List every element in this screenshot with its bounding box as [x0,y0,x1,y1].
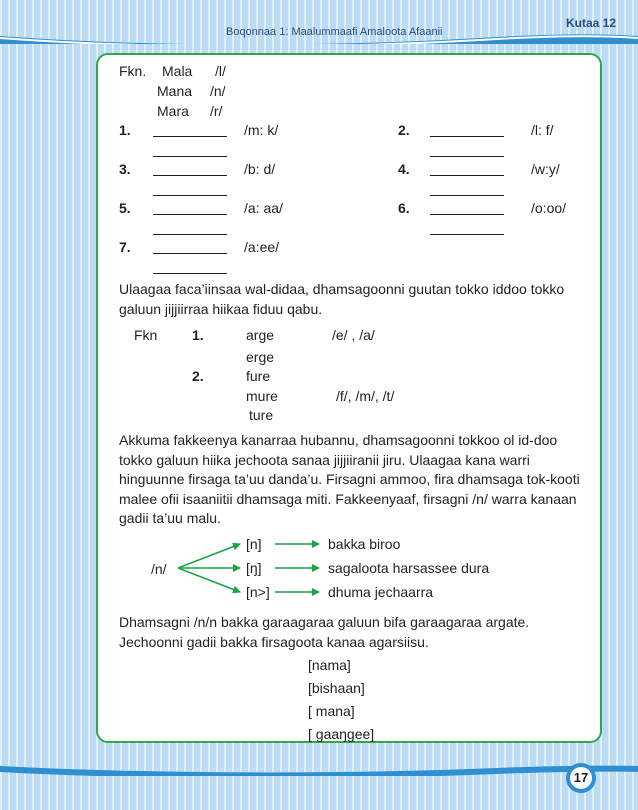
diagram-source: /n/ [151,561,167,577]
branch-arrow [178,568,240,592]
paragraph: Ulaagaa faca’iinsaa wal-didaa, dhamsagoonni guutan tokko iddoo tokko galuun jijjiirraa hiikaa fiduu qabu. [119,281,565,317]
page-number: 17 [566,763,596,793]
example-word-list-item: [bishaan] [308,680,365,696]
exercise-number: 1. [119,122,131,138]
example-sound: /n/ [210,83,226,99]
exercise-pair: /m: k/ [244,122,279,138]
answer-blank[interactable] [153,195,227,196]
example-sound: /l/ [215,63,226,79]
example-word-list-item: [nama] [308,657,351,673]
allophone-symbol: [n] [246,536,262,552]
exercise-pair: /a:ee/ [244,239,280,255]
example-word: Mala [162,63,193,79]
answer-blank[interactable] [153,136,227,137]
allophone-symbol: [n>] [246,584,270,600]
answer-blank[interactable] [153,214,227,215]
footer-wave [0,762,638,776]
answer-blank[interactable] [153,234,227,235]
exercise-pair: /w:y/ [531,161,560,177]
allophone-symbol: [ŋ] [246,560,262,576]
example2-number: 1. [192,327,204,343]
example-word-list-item: [ mana] [308,703,355,719]
answer-blank[interactable] [430,195,504,196]
example2-word: fure [246,368,271,384]
answer-blank[interactable] [430,234,504,235]
example2-number: 2. [192,368,204,384]
paragraph: Akkuma fakkeenya kanarraa hubannu, dhamsagoonni tokkoo ol id-doo tokko galuun hiika jechoota sanaa jijjiiranii jiru. Ulaagaa kana warri hinguunne firsaga ta’uu danda’u. Firsagni ammoo, fira dhamsaga tok-kooti malee ofii isaaniitii dhamsaga miti. Fakkeenyaaf, firsagni /n/ warra kanaan gadii ta’uu malu. [119,432,580,527]
answer-blank[interactable] [430,175,504,176]
allophone-meaning: bakka biroo [328,536,401,552]
exercise-pair: /b: d/ [244,161,276,177]
exercise-number: 4. [398,161,410,177]
page-header [0,0,638,44]
example-word-list-item: [ gaaŋgee] [308,726,375,742]
example2-word: ture [249,407,274,423]
paragraph: Dhamsagni /n/n bakka garaagaraa galuun bifa garaagaraa argate. Jechoonni gadii bakka firsagoota kanaa agarsiisu. [119,614,530,650]
answer-blank[interactable] [153,253,227,254]
example2-sounds: /e/ , /a/ [332,327,375,343]
exercise-pair: /o:oo/ [531,200,567,216]
example-sound: /r/ [210,103,223,119]
answer-blank[interactable] [430,156,504,157]
answer-blank[interactable] [430,214,504,215]
example2-sounds: /f/, /m/, /t/ [336,388,395,404]
exercise-number: 5. [119,200,131,216]
exercise-number: 2. [398,122,410,138]
example-word: Mana [157,83,193,99]
chapter-title: Boqonnaa 1: Maalummaafi Amaloota Afaanii [226,26,443,38]
example2-word: erge [246,349,275,365]
example2-word: mure [246,388,278,404]
allophone-meaning: sagaloota harsassee dura [328,560,490,576]
answer-blank[interactable] [153,273,227,274]
example2-label: Fkn [134,327,158,343]
exercise-pair: /a: aa/ [244,200,283,216]
branch-arrow [178,544,240,568]
answer-blank[interactable] [430,136,504,137]
example-label: Fkn. [119,63,147,79]
exercise-pair: /l: f/ [531,122,554,138]
allophone-meaning: dhuma jechaarra [328,584,434,600]
exercise-number: 6. [398,200,410,216]
example2-word: arge [246,327,275,343]
answer-blank[interactable] [153,175,227,176]
section-label: Kutaa 12 [565,16,616,30]
exercise-number: 3. [119,161,131,177]
exercise-number: 7. [119,239,131,255]
answer-blank[interactable] [153,156,227,157]
example-word: Mara [157,103,189,119]
